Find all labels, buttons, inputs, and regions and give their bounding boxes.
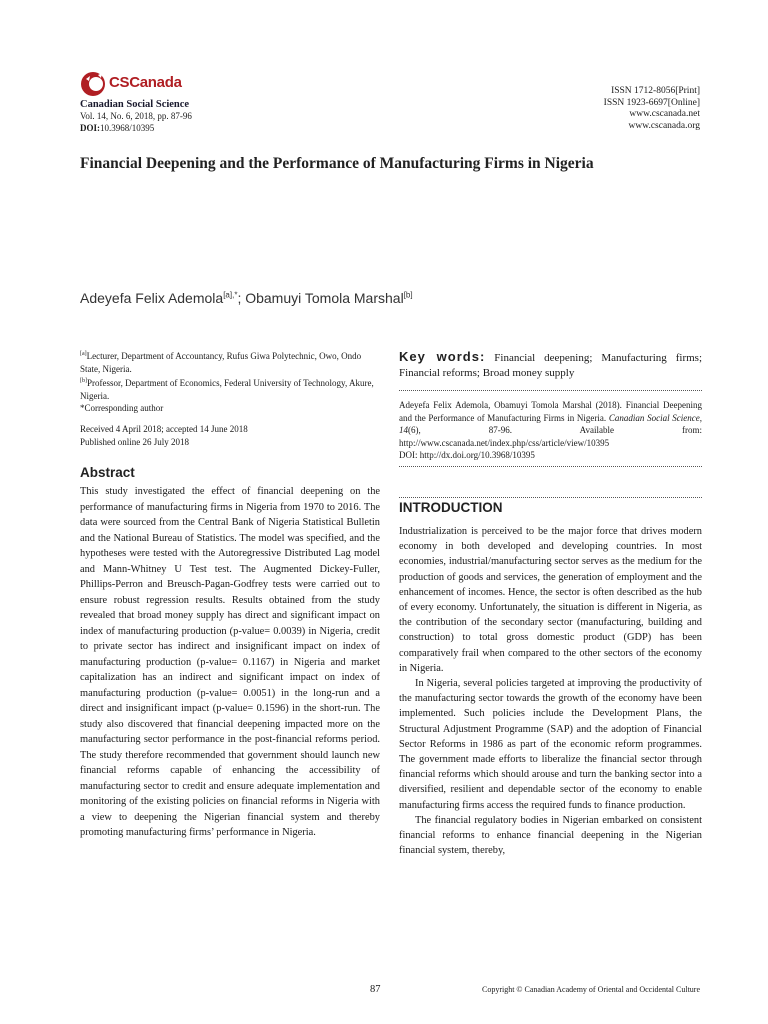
affiliation-b <box>80 375 380 402</box>
volume-line: Vol. 14, No. 6, 2018, pp. 87-96 <box>80 111 192 121</box>
paper-title: Financial Deepening and the Performance of Manufacturing Firms in Nigeria <box>80 155 594 172</box>
website-link-2[interactable]: www.cscanada.org <box>628 120 700 131</box>
author-2: Obamuyi Tomola Marshal <box>245 290 404 306</box>
affiliation-b-marker: [b] <box>80 378 87 384</box>
doi-value: 10.3968/10395 <box>100 123 155 133</box>
author-list <box>80 290 413 306</box>
author-1-affiliation: [a],* <box>223 290 238 300</box>
keywords <box>399 350 702 380</box>
cscanada-logo-icon <box>80 70 108 98</box>
affiliation-a-marker: [a] <box>80 351 87 357</box>
affiliations <box>80 348 380 415</box>
abstract-text: This study investigated the effect of financial deepening on the performance of manufacturing firms in Nigeria from 1970 to 2016. The data were sourced from the Central Bank of Nigeria Statistical Bulletin and the National Bureau of Statistics. The model was specified, and the hypotheses were tested with the Autoregressive Distributed Lag model and Mann-Whitney U Test test. The Augmented Dickey-Fuller, Phillips-Perron and Breusch-Pagan-Godfrey tests were carried out to ensure robust regression results. Results obtained from the study revealed that broad money supply has direct and significant impact on index of manufacturing production (p-value= 0.0039) in Nigeria, credit to private sector has indirect and insignificant impact on index of manufacturing production (p-value= 0.1167) in Nigeria and market capitalization has an indirect and significant impact on index of manufacturing production (p-value= 0.0051) in the long-run and a direct and insignificant impact (p-value= 0.1596) in the short-run. The study also discovered that financial deepening impacted more on the manufacturing sector performance in the post-financial reforms period. The study therefore recommended that government should launch new financial reforms capable of enhancing the accessibility of manufacturing sector to credit and ensure adequate implementation and monitoring of the existing policies on financial reforms in Nigeria with a view to deepening the Nigerian financial system and thereby promoting manufacturing firms’ performance in Nigeria. <box>80 486 380 838</box>
journal-name: Canadian Social Science <box>80 99 190 110</box>
published-date: Published online 26 July 2018 <box>80 436 190 447</box>
dotted-divider <box>399 497 702 498</box>
introduction-text <box>399 524 702 858</box>
publication-dates <box>80 423 380 448</box>
abstract-heading: Abstract <box>80 465 135 480</box>
citation-journal: Canadian Social Science, 14 <box>399 412 703 435</box>
author-1: Adeyefa Felix Ademola <box>80 290 224 306</box>
volume-info <box>80 110 192 134</box>
intro-paragraph-2: In Nigeria, several policies targeted at improving the productivity of the manufacturing sector towards the growth of the economy have been implemented. Such policies include the Development Plans, the Structural Adjustment Programme (SAP) and the adoption of Financial Sector Reforms in 1986 as part of the economic reform programmes. The government made efforts to liberalize the financial sector through financial reforms which should arouse and turn the banking sector into a diversified, resilient and dependable sector of the economy to enable manufacturing firms access the required funds to finance production. <box>399 678 702 811</box>
introduction-heading: INTRODUCTION <box>399 500 503 515</box>
dotted-divider <box>399 466 702 467</box>
page-number: 87 <box>370 984 381 995</box>
author-separator: ; <box>237 290 246 306</box>
intro-paragraph-1: Industrialization is perceived to be the major force that drives modern economy in both developed and developing countries. In most economies, industrial/manufacturing sector serves as the medium for the production of goods and services, the generation of employment and the enhancement of incomes. Hence, the sector is often described as the hub of every economy. Unfortunately, the situation is different in Nigeria, as the contribution of the secondary sector (manufacturing, building and construction) to total gross domestic product (GDP) has been comparatively frail when compared to the other sectors of the economy in Nigeria. <box>399 526 702 674</box>
affiliation-b-text: Professor, Department of Economics, Federal University of Technology, Akure, Nigeria. <box>80 378 374 401</box>
publisher-name: CSCanada <box>109 74 182 91</box>
citation-issue-url[interactable]: (6), 87-96. Available from: http://www.cscanada.net/index.php/css/article/view/10395 <box>399 425 702 448</box>
author-2-affiliation: [b] <box>403 290 413 300</box>
doi-line <box>80 122 192 134</box>
website-link-1[interactable]: www.cscanada.net <box>629 109 700 119</box>
issn-block <box>604 86 700 132</box>
citation-doi[interactable]: DOI: http://dx.doi.org/10.3968/10395 <box>399 450 535 460</box>
copyright-notice: Copyright © Canadian Academy of Oriental and Occidental Culture <box>481 985 700 994</box>
issn-online: ISSN 1923-6697[Online] <box>603 97 700 108</box>
doi-label: DOI: <box>80 123 100 133</box>
received-date: Received 4 April 2018; accepted 14 June 2018 <box>80 424 248 434</box>
keywords-text: Financial deepening; Manufacturing firms; Financial reforms; Broad money supply <box>399 352 702 379</box>
affiliation-a-text: Lecturer, Department of Accountancy, Rufus Giwa Polytechnic, Owo, Ondo State, Nigeria. <box>80 351 362 374</box>
corresponding-author-note: *Corresponding author <box>80 403 164 413</box>
intro-paragraph-3: The financial regulatory bodies in Nigerian embarked on consistent financial reforms to enhance financial deepening in the Nigerian financial system, thereby, <box>399 814 702 857</box>
issn-print: ISSN 1712-8056[Print] <box>611 86 700 96</box>
affiliation-a <box>80 348 380 375</box>
dotted-divider <box>399 390 702 391</box>
publisher-logo <box>80 70 250 98</box>
citation-block <box>399 399 702 462</box>
keywords-label: Key words: <box>399 349 486 364</box>
citation-authors-title: Adeyefa Felix Ademola, Obamuyi Tomola Marshal (2018). Financial Deepening and the Performance of Manufacturing Firms in Nigeria. <box>399 400 702 423</box>
